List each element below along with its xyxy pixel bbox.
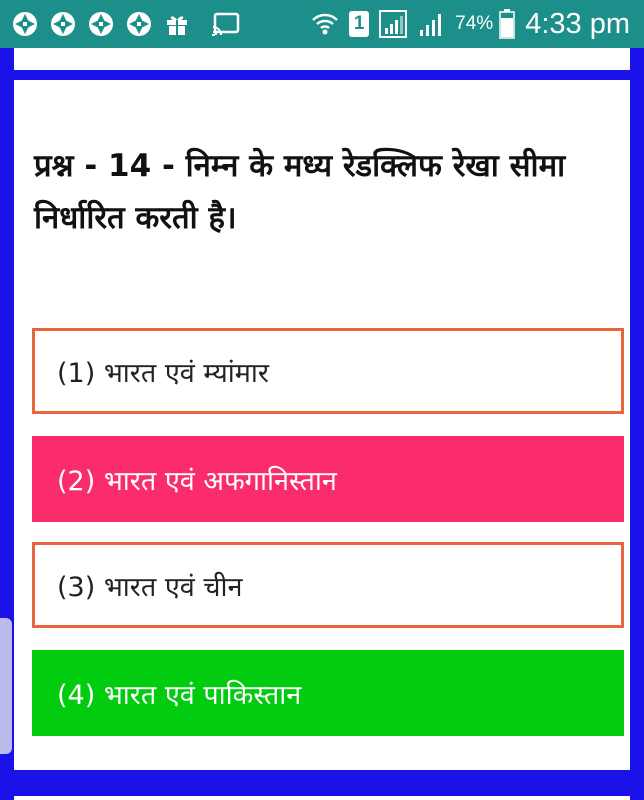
status-bar — [0, 0, 644, 48]
signal-icon — [419, 11, 445, 37]
option-3-button[interactable] — [32, 542, 624, 628]
cast-icon — [212, 12, 240, 36]
option-2-button[interactable] — [32, 436, 624, 522]
side-panel-handle[interactable] — [0, 618, 12, 754]
aperture-icon — [12, 11, 38, 37]
gift-icon — [164, 11, 190, 37]
option-label: (3) भारत एवं चीन — [57, 571, 243, 603]
option-1-button[interactable] — [32, 328, 624, 414]
notification-icons — [12, 9, 252, 39]
option-label: (1) भारत एवं म्यांमार — [57, 357, 269, 389]
question-text: प्रश्न - 14 - निम्न के मध्य रेडक्लिफ रेखा सीमा निर्धारित करती है। — [34, 148, 566, 236]
signal-icon — [379, 10, 409, 38]
aperture-icon — [50, 11, 76, 37]
option-label: (2) भारत एवं अफगानिस्तान — [57, 465, 337, 497]
sim-1-icon — [349, 11, 369, 37]
aperture-icon — [88, 11, 114, 37]
question-card — [14, 80, 630, 770]
wifi-icon — [311, 11, 339, 37]
system-icons — [311, 8, 630, 40]
option-label: (4) भारत एवं पाकिस्तान — [57, 679, 302, 711]
aperture-icon — [126, 11, 152, 37]
battery-icon — [499, 9, 515, 39]
previous-card-edge — [14, 48, 630, 70]
next-card-edge — [14, 796, 630, 800]
battery-percent: 74% — [455, 13, 494, 34]
clock: 4:33 pm — [525, 7, 630, 40]
option-4-button[interactable] — [32, 650, 624, 736]
sim-label: 1 — [349, 11, 369, 37]
battery-fill — [501, 18, 513, 37]
